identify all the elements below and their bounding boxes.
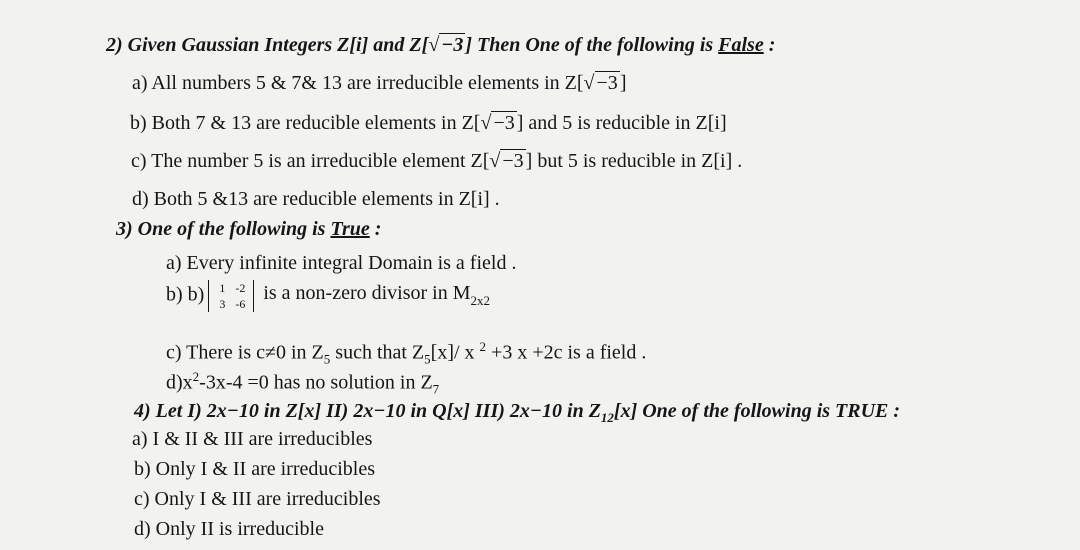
q3-number: 3) <box>116 218 133 240</box>
q2-stem: 2) Given Gaussian Integers Z[i] and Z[√ −3 ] Then One of the following is False : <box>106 34 776 56</box>
sqrt-symbol: √ −3 <box>428 34 464 56</box>
q4-number: 4) <box>134 400 151 422</box>
q2-option-d: d) Both 5 &13 are reducible elements in Z[i] . <box>132 188 500 210</box>
q3-stem: 3) One of the following is True : <box>116 218 382 240</box>
sqrt-symbol: √ −3 <box>489 150 524 172</box>
q4-option-c: c) Only I & III are irreducibles <box>134 488 381 510</box>
q2-option-c: c) The number 5 is an irreducible element Z[√ −3 ] but 5 is reducible in Z[i] . <box>131 150 743 172</box>
q3-keyword: True <box>330 218 370 240</box>
q4-stem: 4) Let I) 2x−10 in Z[x] II) 2x−10 in Q[x] III) 2x−10 in $Z_{12}[x]$ One of the following is TRUE : <box>134 400 901 425</box>
matrix: 1 -2 3 -6 <box>208 280 254 312</box>
q4-option-b: b) Only I & II are irreducibles <box>134 458 376 480</box>
q4-option-d: d) Only II is irreducible <box>134 518 324 540</box>
sqrt-symbol: √ −3 <box>583 72 618 94</box>
q2-option-a: a) All numbers 5 & 7& 13 are irreducible elements in Z[√ −3 ] <box>132 72 627 94</box>
q3-option-c: c) There is c≠0 in $Z_5$ such that $Z_5[x]/$ x $^2$ +3 x +2c is a field . <box>166 339 647 367</box>
q3-option-b: b) b) 1 -2 3 -6 is a non-zero divisor in $M_{2x2}$ <box>166 281 491 311</box>
q2-number: 2) <box>106 34 123 56</box>
q2-option-b: b) Both 7 & 13 are reducible elements in Z[√ −3 ] and 5 is reducible in Z[i] <box>130 112 727 134</box>
q4-option-a: a) I & II & III are irreducibles <box>132 428 373 450</box>
q2-stem-text: Given Gaussian Integers Z[i] and Z[ <box>127 34 429 56</box>
q3-option-d: $d)x^2-3x-4 =0$ has no solution in $Z_7$ <box>166 369 440 397</box>
sqrt-symbol: √ −3 <box>480 112 515 134</box>
q3-option-a: a) Every infinite integral Domain is a field . <box>166 252 517 274</box>
q2-keyword: False <box>718 34 764 56</box>
